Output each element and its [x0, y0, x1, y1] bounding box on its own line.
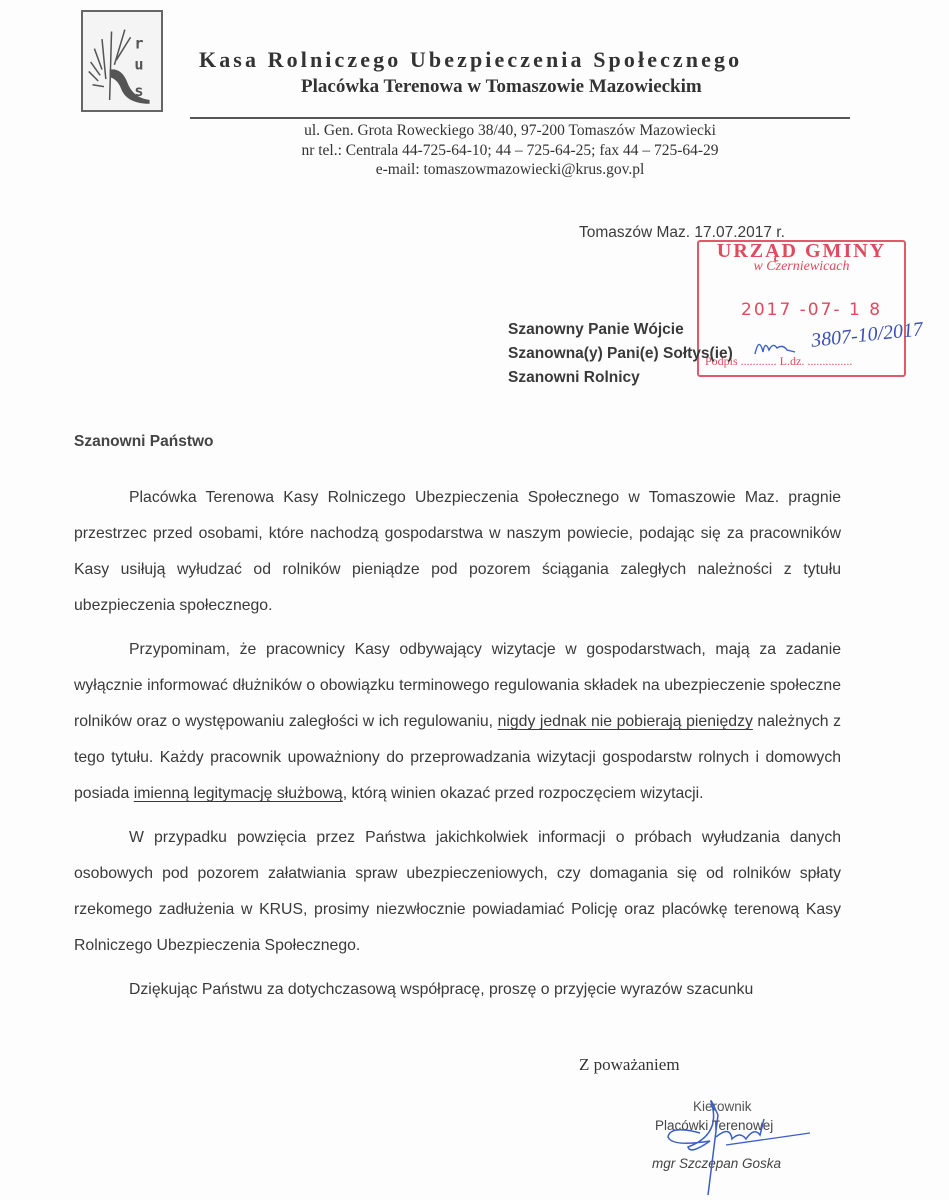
- paragraph-text: Przypominam, że pracownicy Kasy odbywający wizytacje w gospodarstwach, mają za zadanie wyłącznie informować dłużników o obowiązku terminowego regulowania składek na ubezpieczenie społeczne rolników oraz o występowaniu zaległości w ich regulowaniu,: [74, 641, 841, 730]
- paragraph: Dziękując Państwu za dotychczasową współpracę, proszę o przyjęcie wyrazów szacunku: [129, 981, 754, 998]
- handwritten-signature-icon: [660, 1085, 820, 1200]
- paragraph: Placówka Terenowa Kasy Rolniczego Ubezpieczenia Społecznego w Tomaszowie Maz. pragnie przestrzec przed osobami, które nachodzą gospodarstwa w naszym powiecie, podając się za pracowników Kasy usiłują wyłudzać od rolników pieniądze pod pozorem ściągania zaległych należności z tytułu ubezpieczenia społecznego.: [74, 489, 841, 614]
- signatory-name: mgr Szczepan Goska: [652, 1156, 782, 1171]
- underlined-text: imienną legitymację służbową: [133, 785, 343, 802]
- email[interactable]: e-mail: tomaszowmazowiecki@krus.gov.pl: [375, 161, 645, 178]
- stamp-registry-number: 3807-10/2017: [810, 318, 925, 352]
- underlined-text: nigdy jednak nie pobierają pieniędzy: [497, 713, 753, 730]
- krus-logo: [81, 10, 163, 112]
- signatory-office: Placówki Terenowej: [655, 1118, 774, 1133]
- stamp-place: w Czerniewicach: [753, 259, 850, 274]
- stamp-received-date: 2017 -07- 1 8: [741, 300, 883, 320]
- recipients-block: [508, 318, 733, 390]
- signatory-title: Kierownik: [693, 1099, 752, 1114]
- header-divider: [190, 117, 850, 119]
- paragraph-text: należnych z tego tytułu. Każdy pracownik upoważniony do przeprowadzania wizytacji gospodarstw rolnych i domowych posiada: [74, 713, 842, 802]
- svg-text:r: r: [134, 34, 144, 53]
- krus-logo-icon: [83, 12, 161, 110]
- salutation: Szanowni Państwo: [74, 433, 214, 450]
- svg-text:s: s: [134, 82, 144, 101]
- recipient-line: Szanowni Rolnicy: [508, 369, 640, 386]
- branch-name: Placówka Terenowa w Tomaszowie Mazowieckim: [301, 76, 702, 97]
- stamp-initials-icon: [753, 334, 797, 358]
- stamp-footer: Podpis ............ L.dz. ...............: [705, 354, 853, 368]
- recipient-line: Szanowny Panie Wójcie: [508, 321, 684, 338]
- svg-text:u: u: [134, 55, 144, 74]
- paragraph: W przypadku powzięcia przez Państwa jakichkolwiek informacji o próbach wyłudzania danych osobowych pod pozorem załatwiania spraw ubezpieczeniowych, czy domagania się od rolników spłaty rzekomego zadłużenia w KRUS, prosimy niezwłocznie powiadamiać Policję oraz placówkę terenową Kasy Rolniczego Ubezpieczenia Społecznego.: [74, 829, 841, 954]
- paragraph-text: , którą winien okazać przed rozpoczęciem wizytacji.: [342, 785, 704, 802]
- phone-numbers: nr tel.: Centrala 44-725-64-10; 44 – 725-64-25; fax 44 – 725-64-29: [301, 141, 719, 159]
- address: ul. Gen. Grota Roweckiego 38/40, 97-200 Tomaszów Mazowiecki: [304, 122, 716, 139]
- paragraph: [74, 632, 841, 812]
- letter-date: Tomaszów Maz. 17.07.2017 r.: [579, 224, 785, 241]
- organization-name: Kasa Rolniczego Ubezpieczenia Społecznego: [199, 47, 743, 72]
- stamp-title: URZĄD GMINY: [716, 240, 887, 262]
- letter-body: [74, 480, 841, 1016]
- recipient-line: Szanowna(y) Pani(e) Sołtys(ie): [508, 345, 733, 362]
- closing: Z poważaniem: [579, 1055, 680, 1074]
- contact-block: [230, 121, 790, 180]
